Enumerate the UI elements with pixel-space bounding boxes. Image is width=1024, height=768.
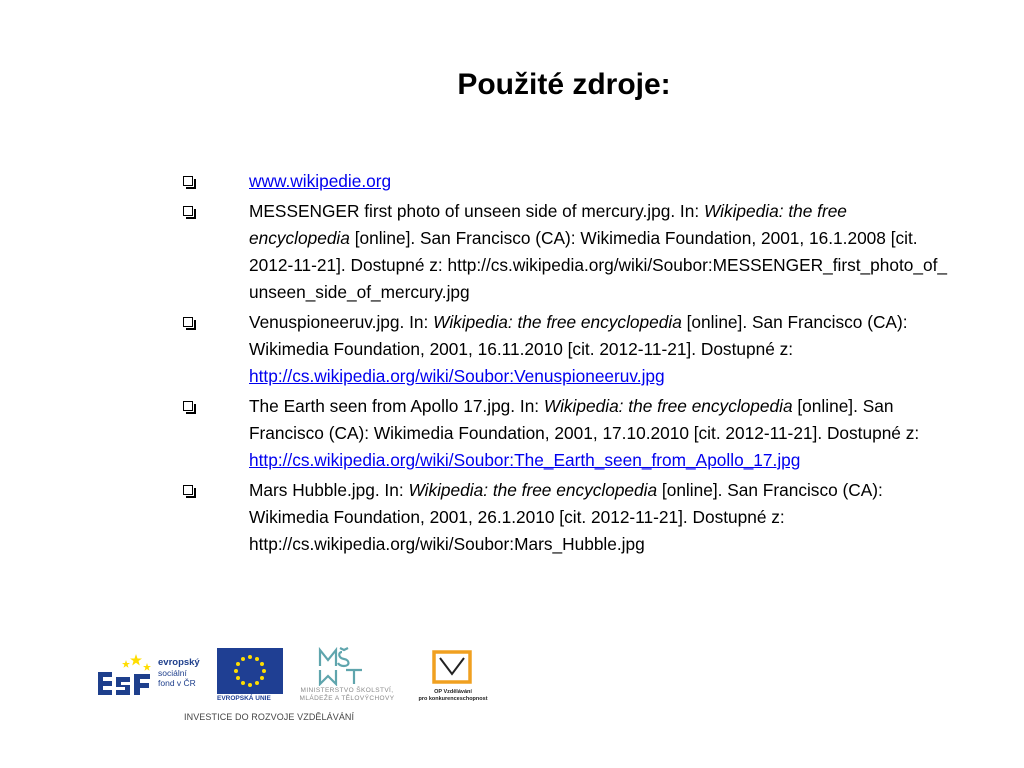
reference-item (180, 168, 950, 195)
reference-url: http://cs.wikipedia.org/wiki/Soubor:MESSENGER_first_photo_of_unseen_side_of_mercury.jpg (249, 255, 948, 302)
reference-source-title: Wikipedia: the free encyclopedia (433, 312, 682, 332)
op-caption (418, 689, 488, 702)
reference-text: [online]. San Francisco (CA): Wikimedia Foundation, 2001, 26.1.2010 [cit. 2012-11-21]. Dostupné z: (249, 480, 883, 527)
reference-link[interactable]: http://cs.wikipedia.org/wiki/Soubor:The_Earth_seen_from_Apollo_17.jpg (249, 450, 801, 470)
reference-text: [online]. San Francisco (CA): Wikimedia Foundation, 2001, 17.10.2010 [cit. 2012-11-21]. Dostupné z: (249, 396, 920, 443)
msmt-logo (288, 646, 406, 708)
reference-url: http://cs.wikipedia.org/wiki/Soubor:Mars_Hubble.jpg (249, 534, 645, 554)
reference-item (180, 393, 950, 474)
reference-item (180, 309, 950, 390)
msmt-line: MINISTERSTVO ŠKOLSTVÍ, (300, 687, 394, 694)
eu-flag-icon (217, 648, 283, 694)
eu-logo (217, 648, 283, 706)
reference-link[interactable]: www.wikipedie.org (249, 171, 392, 191)
reference-list (180, 168, 950, 561)
eu-caption: EVROPSKÁ UNIE (217, 695, 271, 702)
reference-text: MESSENGER first photo of unseen side of mercury.jpg. In: (249, 201, 704, 221)
reference-source-title: Wikipedia: the free encyclopedia (543, 396, 793, 416)
checkbox-bullet-icon (183, 206, 193, 216)
checkbox-bullet-icon (183, 317, 193, 327)
reference-item (180, 477, 950, 558)
checkbox-bullet-icon (183, 485, 193, 495)
reference-text: [online]. San Francisco (CA): Wikimedia Foundation, 2001, 16.11.2010 [cit. 2012-11-21]. Dostupné z: (249, 312, 908, 359)
eu-stars-icon (217, 648, 283, 694)
slide-title: Použité zdroje: (457, 68, 671, 101)
esf-caption (158, 658, 200, 688)
esf-line: evropský (158, 657, 200, 668)
investice-tagline: INVESTICE DO ROZVOJE VZDĚLÁVÁNÍ (184, 712, 355, 722)
esf-line: sociální (158, 668, 187, 678)
msmt-line: MLÁDEŽE A TĚLOVÝCHOVY (299, 694, 395, 702)
op-line: OP Vzdělávání (434, 689, 472, 695)
msmt-mark-icon (316, 646, 378, 686)
esf-mark-icon (96, 650, 156, 704)
reference-item (180, 198, 950, 306)
op-mark-icon (426, 646, 478, 688)
esf-logo (96, 646, 214, 706)
reference-text: Venuspioneeruv.jpg. In: (249, 312, 434, 332)
reference-source-title: Wikipedia: the free encyclopedia (408, 480, 658, 500)
op-line: pro konkurenceschopnost (418, 695, 488, 702)
msmt-caption (288, 687, 406, 702)
funding-logo-strip (96, 646, 496, 726)
reference-text: The Earth seen from Apollo 17.jpg. In: (249, 396, 544, 416)
esf-line: fond v ČR (158, 678, 196, 688)
reference-text: Mars Hubble.jpg. In: (249, 480, 409, 500)
op-logo (418, 646, 488, 708)
checkbox-bullet-icon (183, 401, 193, 411)
reference-text: [online]. San Francisco (CA): Wikimedia Foundation, 2001, 16.1.2008 [cit. 2012-11-21]. Dostupné z: (249, 228, 918, 275)
reference-source-title: Wikipedia: the free encyclopedia (249, 201, 847, 248)
checkbox-bullet-icon (183, 176, 193, 186)
reference-link[interactable]: http://cs.wikipedia.org/wiki/Soubor:Venuspioneeruv.jpg (249, 366, 665, 386)
